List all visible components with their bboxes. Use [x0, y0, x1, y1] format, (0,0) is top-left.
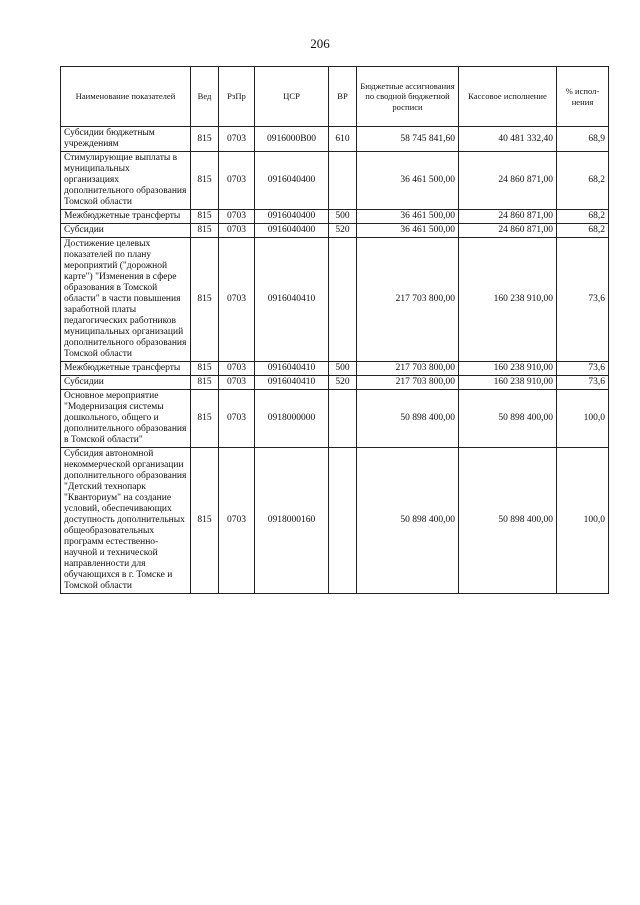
cell-rzpr: 0703 — [219, 210, 255, 224]
cell-cash: 24 860 871,00 — [459, 152, 557, 210]
cell-name: Межбюджетные трансферты — [61, 362, 191, 376]
cell-ved: 815 — [191, 362, 219, 376]
cell-rzpr: 0703 — [219, 152, 255, 210]
cell-cash: 50 898 400,00 — [459, 448, 557, 594]
cell-vr — [329, 238, 357, 362]
cell-name: Субсидия автономной некоммерческой организации дополнительного образования "Детский технопарк "Кванториум" на создание условий, обеспечивающих доступность дополнительных общеобразовательных программ естественно-научной и технической направленности для обучающихся в г. Томске и Томской области — [61, 448, 191, 594]
cell-ved: 815 — [191, 224, 219, 238]
cell-csr: 0916000В00 — [255, 127, 329, 152]
cell-vr: 500 — [329, 362, 357, 376]
cell-cash: 24 860 871,00 — [459, 210, 557, 224]
cell-budget: 217 703 800,00 — [357, 376, 459, 390]
cell-pct: 73,6 — [557, 376, 609, 390]
cell-pct: 68,2 — [557, 152, 609, 210]
header-pct: % испол-нения — [557, 67, 609, 127]
cell-pct: 73,6 — [557, 238, 609, 362]
cell-cash: 160 238 910,00 — [459, 362, 557, 376]
cell-vr: 500 — [329, 210, 357, 224]
table-header-row — [61, 67, 609, 127]
header-name: Наименование показателей — [61, 67, 191, 127]
cell-budget: 36 461 500,00 — [357, 224, 459, 238]
header-cash: Кассовое исполнение — [459, 67, 557, 127]
cell-ved: 815 — [191, 238, 219, 362]
cell-rzpr: 0703 — [219, 238, 255, 362]
header-csr: ЦСР — [255, 67, 329, 127]
cell-csr: 0916040410 — [255, 362, 329, 376]
table-row — [61, 238, 609, 362]
cell-csr: 0918000000 — [255, 390, 329, 448]
budget-table — [60, 66, 609, 594]
cell-rzpr: 0703 — [219, 362, 255, 376]
cell-budget: 36 461 500,00 — [357, 152, 459, 210]
cell-name: Достижение целевых показателей по плану мероприятий ("дорожной карте") "Изменения в сфере образования в Томской области" в части повышения заработной платы педагогических работников муниципальных организаций дополнительного образования Томской области — [61, 238, 191, 362]
cell-pct: 68,2 — [557, 224, 609, 238]
cell-cash: 40 481 332,40 — [459, 127, 557, 152]
cell-vr — [329, 448, 357, 594]
header-vr: ВР — [329, 67, 357, 127]
cell-budget: 36 461 500,00 — [357, 210, 459, 224]
cell-vr: 520 — [329, 376, 357, 390]
cell-vr: 610 — [329, 127, 357, 152]
header-rzpr: РзПр — [219, 67, 255, 127]
cell-cash: 50 898 400,00 — [459, 390, 557, 448]
cell-cash: 160 238 910,00 — [459, 238, 557, 362]
cell-vr — [329, 390, 357, 448]
cell-cash: 160 238 910,00 — [459, 376, 557, 390]
cell-budget: 217 703 800,00 — [357, 362, 459, 376]
cell-rzpr: 0703 — [219, 224, 255, 238]
cell-csr: 0918000160 — [255, 448, 329, 594]
table-row — [61, 390, 609, 448]
table-row — [61, 210, 609, 224]
cell-vr: 520 — [329, 224, 357, 238]
cell-rzpr: 0703 — [219, 127, 255, 152]
cell-rzpr: 0703 — [219, 390, 255, 448]
cell-rzpr: 0703 — [219, 448, 255, 594]
cell-ved: 815 — [191, 210, 219, 224]
cell-budget: 58 745 841,60 — [357, 127, 459, 152]
cell-pct: 100,0 — [557, 448, 609, 594]
cell-pct: 68,2 — [557, 210, 609, 224]
cell-csr: 0916040410 — [255, 238, 329, 362]
cell-cash: 24 860 871,00 — [459, 224, 557, 238]
cell-csr: 0916040400 — [255, 152, 329, 210]
cell-pct: 68,9 — [557, 127, 609, 152]
cell-budget: 50 898 400,00 — [357, 448, 459, 594]
cell-budget: 217 703 800,00 — [357, 238, 459, 362]
cell-name: Основное мероприятие "Модернизация системы дошкольного, общего и дополнительного образования в Томской области" — [61, 390, 191, 448]
cell-csr: 0916040400 — [255, 210, 329, 224]
cell-pct: 100,0 — [557, 390, 609, 448]
table-row — [61, 152, 609, 210]
cell-ved: 815 — [191, 152, 219, 210]
cell-ved: 815 — [191, 376, 219, 390]
cell-ved: 815 — [191, 448, 219, 594]
cell-budget: 50 898 400,00 — [357, 390, 459, 448]
cell-name: Стимулирующие выплаты в муниципальных организациях дополнительного образования Томской области — [61, 152, 191, 210]
header-ved: Вед — [191, 67, 219, 127]
table-row — [61, 448, 609, 594]
table-row — [61, 127, 609, 152]
cell-name: Межбюджетные трансферты — [61, 210, 191, 224]
table-row — [61, 376, 609, 390]
cell-name: Субсидии бюджетным учреждениям — [61, 127, 191, 152]
cell-ved: 815 — [191, 390, 219, 448]
cell-ved: 815 — [191, 127, 219, 152]
table-row — [61, 362, 609, 376]
cell-name: Субсидии — [61, 224, 191, 238]
page-number: 206 — [310, 36, 330, 51]
cell-csr: 0916040400 — [255, 224, 329, 238]
header-budget: Бюджетные ассигнования по сводной бюджетной росписи — [357, 67, 459, 127]
cell-name: Субсидии — [61, 376, 191, 390]
table-row — [61, 224, 609, 238]
cell-vr — [329, 152, 357, 210]
cell-rzpr: 0703 — [219, 376, 255, 390]
cell-csr: 0916040410 — [255, 376, 329, 390]
cell-pct: 73,6 — [557, 362, 609, 376]
